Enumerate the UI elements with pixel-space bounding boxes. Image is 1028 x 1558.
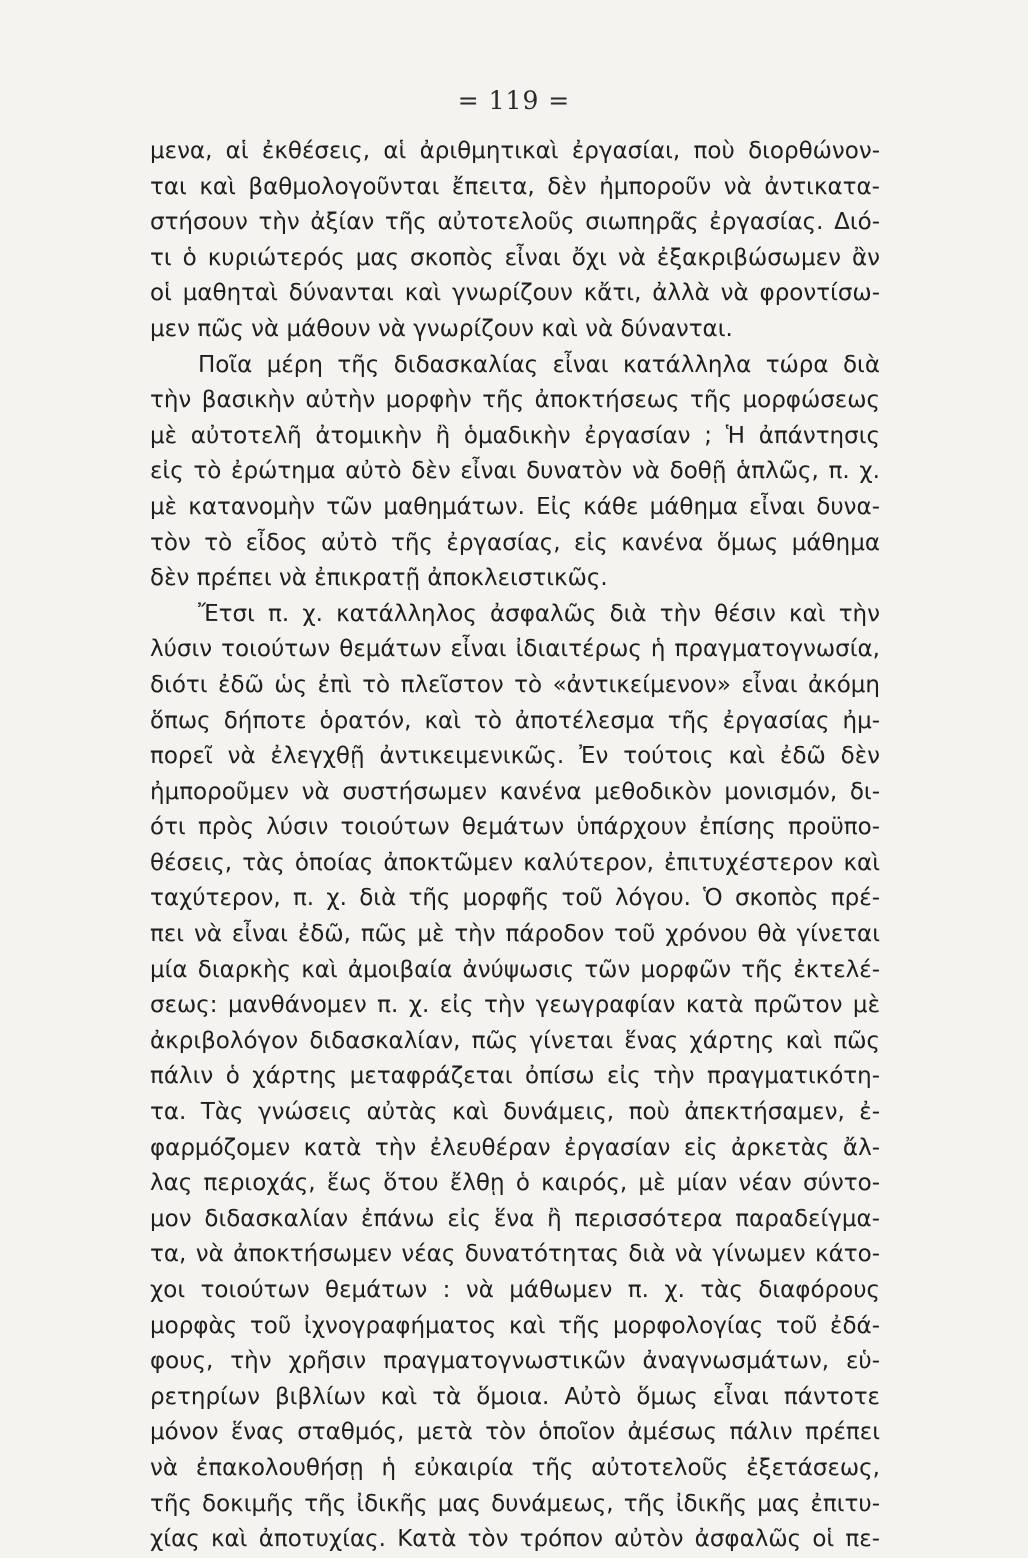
text-line: ἠμποροῦμεν νὰ συστήσωμεν κανένα μεθοδικὸν μονισμόν, δι-: [150, 778, 880, 805]
text-line: μορφὰς τοῦ ἰχνογραφήματος καὶ τῆς μορφολογίας τοῦ ἐδά-: [150, 1312, 880, 1339]
text-line: φαρμόζομεν κατὰ τὴν ἐλευθέραν ἐργασίαν εἰς ἀρκετὰς ἄλ-: [150, 1134, 880, 1161]
text-line: μόνον ἕνας σταθμός, μετὰ τὸν ὁποῖον ἀμέσως πάλιν πρέπει: [150, 1419, 880, 1446]
text-line: ότι πρὸς λύσιν τοιούτων θεμάτων ὑπάρχουν ἐπίσης προϋπο-: [150, 814, 880, 841]
text-line: στήσουν τὴν ἀξίαν τῆς αὐτοτελοῦς σιωπηρᾶς ἐργασίας. Διό-: [150, 209, 880, 236]
text-line: ται καὶ βαθμολογοῦνται ἔπειτα, δὲν ἠμποροῦν νὰ ἀντικατα-: [150, 173, 880, 200]
text-line: πάλιν ὁ χάρτης μεταφράζεται ὀπίσω εἰς τὴν πραγματικότη-: [150, 1063, 880, 1090]
text-line: τι ὁ κυριώτερός μας σκοπὸς εἶναι ὄχι νὰ ἐξακριβώσωμεν ἂν: [150, 244, 880, 271]
text-line: μὲ κατανομὴν τῶν μαθημάτων. Εἰς κάθε μάθημα εἶναι δυνα-: [150, 493, 880, 520]
text-line: εἰς τὸ ἐρώτημα αὐτὸ δὲν εἶναι δυνατὸν νὰ δοθῇ ἁπλῶς, π. χ.: [150, 458, 880, 485]
text-line: φους, τὴν χρῆσιν πραγματογνωστικῶν ἀναγνωσμάτων, εὑ-: [150, 1348, 880, 1375]
text-line: θέσεις, τὰς ὁποίας ἀποκτῶμεν καλύτερον, ἐπιτυχέστερον καὶ: [150, 849, 880, 876]
text-line: σεως: μανθάνομεν π. χ. εἰς τὴν γεωγραφίαν κατὰ πρῶτον μὲ: [150, 992, 880, 1019]
text-line: χίας καὶ ἀποτυχίας. Κατὰ τὸν τρόπον αὐτὸν ἀσφαλῶς οἱ πε-: [150, 1526, 880, 1553]
text-line: μον διδασκαλίαν ἐπάνω εἰς ἕνα ἢ περισσότερα παραδείγμα-: [150, 1205, 880, 1232]
text-line: ρετηρίων βιβλίων καὶ τὰ ὅμοια. Αὐτὸ ὅμως εἶναι πάντοτε: [150, 1383, 880, 1410]
text-line: δὲν πρέπει νὰ ἐπικρατῇ ἀποκλειστικῶς.: [150, 565, 608, 592]
text-line: Ποῖα μέρη τῆς διδασκαλίας εἶναι κατάλληλα τώρα διὰ: [198, 351, 880, 378]
text-line: πει νὰ εἶναι ἐδῶ, πῶς μὲ τὴν πάροδον τοῦ χρόνου θὰ γίνεται: [150, 921, 880, 948]
text-line: ταχύτερον, π. χ. διὰ τῆς μορφῆς τοῦ λόγου. Ὁ σκοπὸς πρέ-: [150, 885, 880, 912]
text-line: τα, νὰ ἀποκτήσωμεν νέας δυνατότητας διὰ νὰ γίνωμεν κάτο-: [150, 1241, 880, 1268]
text-line: ἀκριβολόγον διδασκαλίαν, πῶς γίνεται ἕνας χάρτης καὶ πῶς: [150, 1027, 880, 1054]
text-line: τὴν βασικὴν αὐτὴν μορφὴν τῆς ἀποκτήσεως τῆς μορφώσεως: [150, 387, 880, 414]
text-line: λύσιν τοιούτων θεμάτων εἶναι ἰδιαιτέρως ἡ πραγματογνωσία,: [150, 636, 880, 663]
text-line: μεν πῶς νὰ μάθουν νὰ γνωρίζουν καὶ νὰ δύνανται.: [150, 315, 733, 342]
text-line: τα. Τὰς γνώσεις αὐτὰς καὶ δυνάμεις, ποὺ ἀπεκτήσαμεν, ἐ-: [150, 1099, 880, 1126]
text-line: τὸν τὸ εἶδος αὐτὸ τῆς ἐργασίας, εἰς κανένα ὅμως μάθημα: [150, 529, 880, 556]
text-line: τῆς δοκιμῆς τῆς ἰδικῆς μας δυνάμεως, τῆς ἰδικῆς μας ἐπιτυ-: [150, 1490, 880, 1517]
text-line: διότι ἐδῶ ὡς ἐπὶ τὸ πλεῖστον τὸ «ἀντικείμενον» εἶναι ἀκόμη: [150, 671, 880, 698]
text-line: νὰ ἐπακολουθήσῃ ἡ εὐκαιρία τῆς αὐτοτελοῦς ἐξετάσεως,: [150, 1454, 880, 1481]
text-line: μία διαρκὴς καὶ ἀμοιβαία ἀνύψωσις τῶν μορφῶν τῆς ἐκτελέ-: [150, 956, 880, 983]
text-line: οἱ μαθηταὶ δύνανται καὶ γνωρίζουν κἄτι, ἀλλὰ νὰ φροντίσω-: [150, 280, 880, 307]
page-number: = 119 =: [457, 86, 571, 115]
body-text: [150, 134, 880, 1558]
text-line: χοι τοιούτων θεμάτων : νὰ μάθωμεν π. χ. τὰς διαφόρους: [150, 1277, 880, 1303]
text-line: λας περιοχάς, ἕως ὅτου ἔλθῃ ὁ καιρός, μὲ μίαν νέαν σύντο-: [150, 1170, 880, 1197]
text-line: πορεῖ νὰ ἐλεγχθῇ ἀντικειμενικῶς. Ἐν τούτοις καὶ ἐδῶ δὲν: [150, 743, 880, 770]
text-line: ὅπως δήποτε ὁρατόν, καὶ τὸ ἀποτέλεσμα τῆς ἐργασίας ἠμ-: [150, 707, 880, 734]
text-line: μενα, αἱ ἐκθέσεις, αἱ ἀριθμητικαὶ ἐργασίαι, ποὺ διορθώνον-: [150, 138, 880, 164]
text-line: Ἔτσι π. χ. κατάλληλος ἀσφαλῶς διὰ τὴν θέσιν καὶ τὴν: [198, 600, 880, 627]
text-line: μὲ αὐτοτελῆ ἀτομικὴν ἢ ὁμαδικὴν ἐργασίαν ; Ἡ ἀπάντησις: [150, 422, 880, 449]
